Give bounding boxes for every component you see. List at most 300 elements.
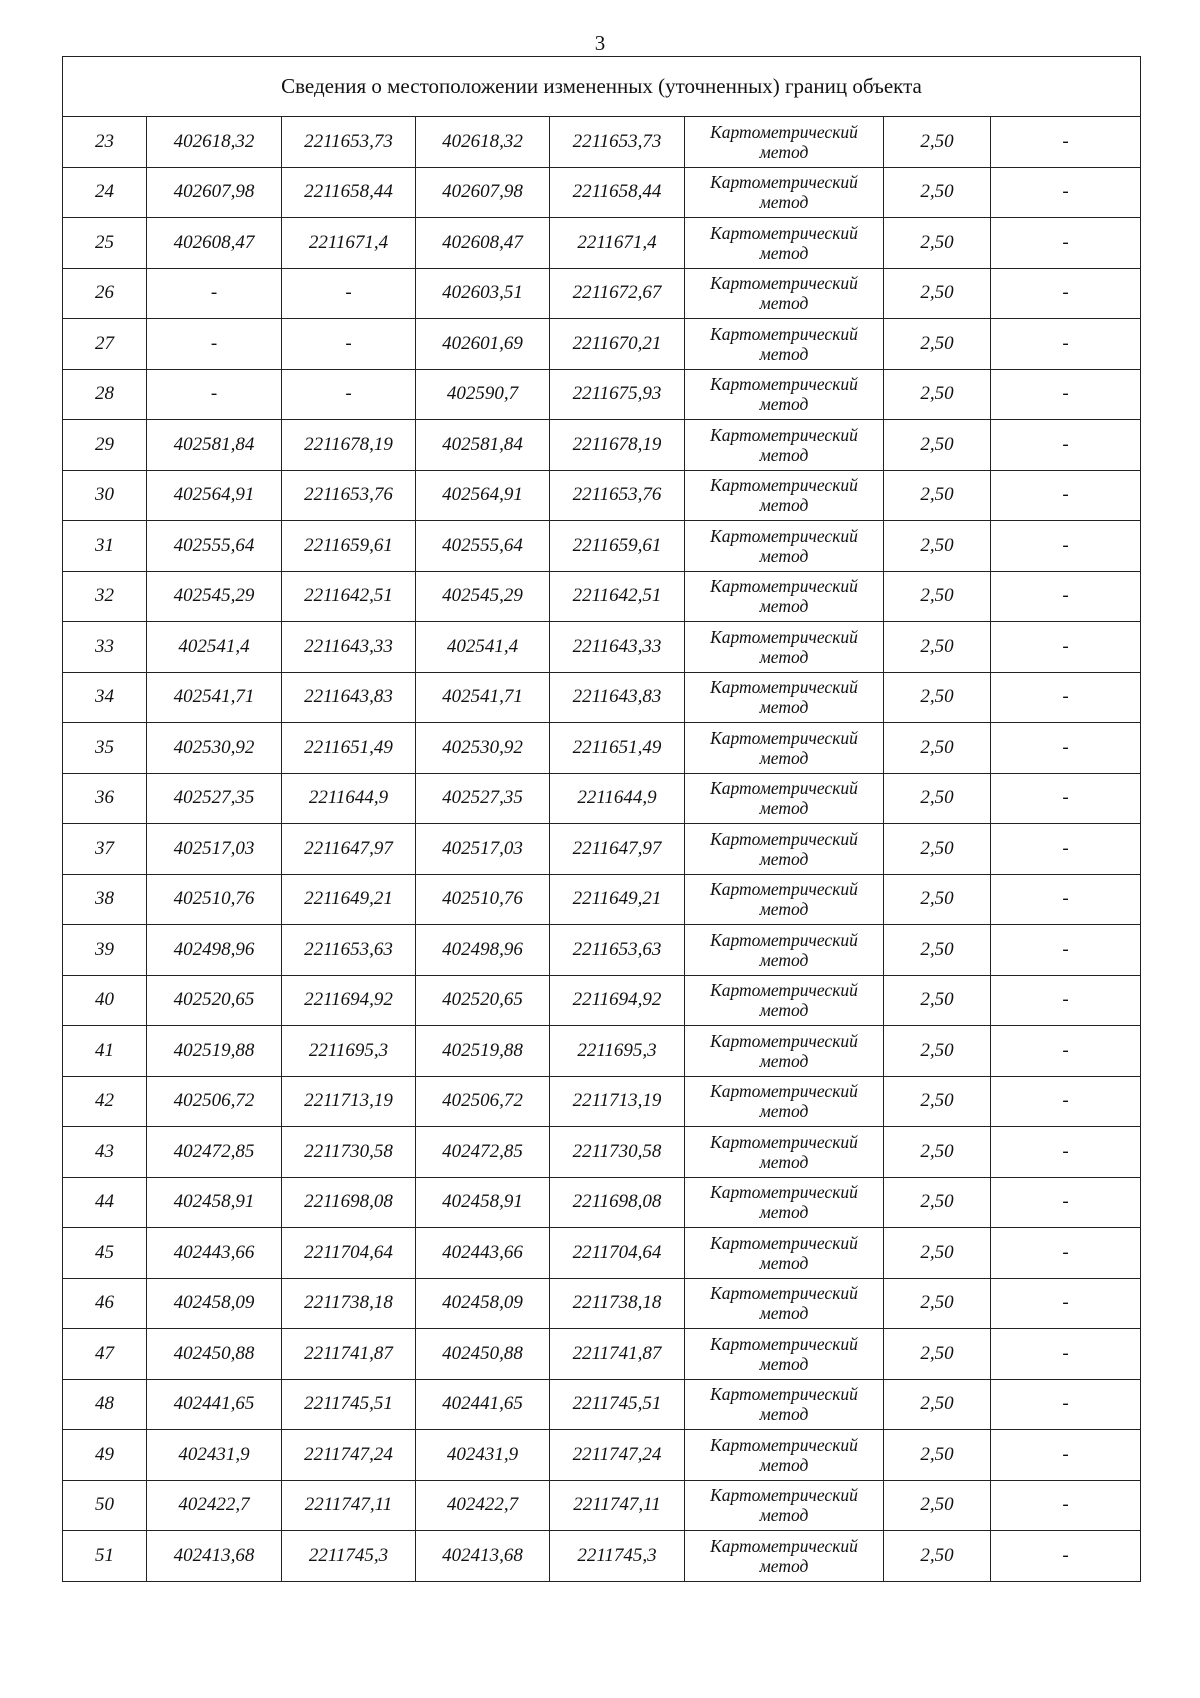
accuracy-cell: 2,50 xyxy=(884,1379,991,1430)
new-x-cell: 402618,32 xyxy=(416,117,550,168)
point-number-cell: 45 xyxy=(63,1228,147,1279)
point-number-cell: 31 xyxy=(63,521,147,572)
note-cell: - xyxy=(991,925,1141,976)
point-number-cell: 25 xyxy=(63,218,147,269)
new-y-cell: 2211738,18 xyxy=(550,1278,685,1329)
table-row xyxy=(63,1329,1141,1380)
method-cell xyxy=(685,167,884,218)
accuracy-cell: 2,50 xyxy=(884,622,991,673)
new-y-cell: 2211651,49 xyxy=(550,723,685,774)
existing-x-cell: 402498,96 xyxy=(147,925,282,976)
table-row xyxy=(63,167,1141,218)
existing-y-cell: 2211678,19 xyxy=(282,420,416,471)
existing-y-cell: 2211671,4 xyxy=(282,218,416,269)
accuracy-cell: 2,50 xyxy=(884,319,991,370)
note-cell: - xyxy=(991,218,1141,269)
table-row xyxy=(63,218,1141,269)
method-line-1: Картометрический xyxy=(710,576,858,597)
existing-x-cell: 402413,68 xyxy=(147,1531,282,1582)
accuracy-cell: 2,50 xyxy=(884,1480,991,1531)
note-cell: - xyxy=(991,319,1141,370)
method-line-2: метод xyxy=(759,1303,809,1324)
existing-x-cell: - xyxy=(147,319,282,370)
new-y-cell: 2211653,76 xyxy=(550,470,685,521)
point-number-cell: 26 xyxy=(63,268,147,319)
point-number-cell: 41 xyxy=(63,1026,147,1077)
note-cell: - xyxy=(991,167,1141,218)
point-number-cell: 35 xyxy=(63,723,147,774)
new-x-cell: 402530,92 xyxy=(416,723,550,774)
note-cell: - xyxy=(991,1531,1141,1582)
existing-y-cell: 2211713,19 xyxy=(282,1076,416,1127)
method-cell xyxy=(685,925,884,976)
existing-x-cell: 402441,65 xyxy=(147,1379,282,1430)
new-y-cell: 2211741,87 xyxy=(550,1329,685,1380)
new-x-cell: 402472,85 xyxy=(416,1127,550,1178)
point-number-cell: 24 xyxy=(63,167,147,218)
method-cell xyxy=(685,773,884,824)
method-cell xyxy=(685,1329,884,1380)
note-cell: - xyxy=(991,1177,1141,1228)
table-row xyxy=(63,1480,1141,1531)
method-line-2: метод xyxy=(759,848,809,869)
table-row xyxy=(63,1531,1141,1582)
table-row xyxy=(63,1278,1141,1329)
method-line-2: метод xyxy=(759,495,809,516)
method-line-1: Картометрический xyxy=(710,778,858,799)
accuracy-cell: 2,50 xyxy=(884,1026,991,1077)
note-cell: - xyxy=(991,1278,1141,1329)
new-y-cell: 2211644,9 xyxy=(550,773,685,824)
note-cell: - xyxy=(991,824,1141,875)
new-y-cell: 2211670,21 xyxy=(550,319,685,370)
existing-y-cell: 2211698,08 xyxy=(282,1177,416,1228)
method-line-2: метод xyxy=(759,1151,809,1172)
method-line-2: метод xyxy=(759,293,809,314)
accuracy-cell: 2,50 xyxy=(884,167,991,218)
accuracy-cell: 2,50 xyxy=(884,824,991,875)
method-cell xyxy=(685,1480,884,1531)
method-line-1: Картометрический xyxy=(710,677,858,698)
existing-y-cell: 2211659,61 xyxy=(282,521,416,572)
table-row xyxy=(63,622,1141,673)
method-line-1: Картометрический xyxy=(710,1081,858,1102)
table-row xyxy=(63,470,1141,521)
point-number-cell: 38 xyxy=(63,874,147,925)
method-line-2: метод xyxy=(759,394,809,415)
existing-x-cell: 402431,9 xyxy=(147,1430,282,1481)
point-number-cell: 28 xyxy=(63,369,147,420)
table-row xyxy=(63,1228,1141,1279)
table-row xyxy=(63,369,1141,420)
table-row xyxy=(63,268,1141,319)
accuracy-cell: 2,50 xyxy=(884,117,991,168)
method-line-1: Картометрический xyxy=(710,172,858,193)
method-cell xyxy=(685,521,884,572)
accuracy-cell: 2,50 xyxy=(884,874,991,925)
existing-x-cell: 402555,64 xyxy=(147,521,282,572)
method-line-1: Картометрический xyxy=(710,1333,858,1354)
existing-x-cell: 402458,09 xyxy=(147,1278,282,1329)
method-cell xyxy=(685,1076,884,1127)
method-line-2: метод xyxy=(759,1454,809,1475)
accuracy-cell: 2,50 xyxy=(884,975,991,1026)
new-x-cell: 402541,4 xyxy=(416,622,550,673)
existing-y-cell: 2211695,3 xyxy=(282,1026,416,1077)
new-y-cell: 2211713,19 xyxy=(550,1076,685,1127)
existing-y-cell: - xyxy=(282,319,416,370)
method-line-1: Картометрический xyxy=(710,626,858,647)
new-y-cell: 2211672,67 xyxy=(550,268,685,319)
point-number-cell: 30 xyxy=(63,470,147,521)
new-x-cell: 402520,65 xyxy=(416,975,550,1026)
new-y-cell: 2211653,63 xyxy=(550,925,685,976)
note-cell: - xyxy=(991,369,1141,420)
method-cell xyxy=(685,369,884,420)
existing-y-cell: 2211649,21 xyxy=(282,874,416,925)
existing-x-cell: - xyxy=(147,268,282,319)
table-row xyxy=(63,1430,1141,1481)
accuracy-cell: 2,50 xyxy=(884,1430,991,1481)
accuracy-cell: 2,50 xyxy=(884,369,991,420)
method-line-2: метод xyxy=(759,949,809,970)
method-line-1: Картометрический xyxy=(710,1232,858,1253)
point-number-cell: 37 xyxy=(63,824,147,875)
existing-y-cell: 2211745,3 xyxy=(282,1531,416,1582)
existing-y-cell: 2211643,83 xyxy=(282,672,416,723)
method-line-1: Картометрический xyxy=(710,1182,858,1203)
table-row xyxy=(63,925,1141,976)
method-cell xyxy=(685,1379,884,1430)
new-y-cell: 2211659,61 xyxy=(550,521,685,572)
accuracy-cell: 2,50 xyxy=(884,1278,991,1329)
table-row xyxy=(63,723,1141,774)
new-y-cell: 2211678,19 xyxy=(550,420,685,471)
new-y-cell: 2211658,44 xyxy=(550,167,685,218)
table-row xyxy=(63,1127,1141,1178)
method-cell xyxy=(685,1531,884,1582)
method-line-1: Картометрический xyxy=(710,273,858,294)
method-line-2: метод xyxy=(759,1505,809,1526)
method-line-2: метод xyxy=(759,192,809,213)
existing-x-cell: 402519,88 xyxy=(147,1026,282,1077)
method-cell xyxy=(685,1228,884,1279)
accuracy-cell: 2,50 xyxy=(884,1228,991,1279)
existing-y-cell: 2211653,73 xyxy=(282,117,416,168)
method-line-1: Картометрический xyxy=(710,1030,858,1051)
table-row xyxy=(63,975,1141,1026)
new-x-cell: 402545,29 xyxy=(416,571,550,622)
new-x-cell: 402422,7 xyxy=(416,1480,550,1531)
table-row xyxy=(63,319,1141,370)
note-cell: - xyxy=(991,117,1141,168)
method-line-1: Картометрический xyxy=(710,525,858,546)
note-cell: - xyxy=(991,470,1141,521)
note-cell: - xyxy=(991,521,1141,572)
table-row xyxy=(63,672,1141,723)
existing-x-cell: 402618,32 xyxy=(147,117,282,168)
existing-y-cell: 2211745,51 xyxy=(282,1379,416,1430)
note-cell: - xyxy=(991,571,1141,622)
method-line-2: метод xyxy=(759,1404,809,1425)
existing-y-cell: 2211658,44 xyxy=(282,167,416,218)
existing-x-cell: 402527,35 xyxy=(147,773,282,824)
method-cell xyxy=(685,1430,884,1481)
method-cell xyxy=(685,672,884,723)
existing-x-cell: 402450,88 xyxy=(147,1329,282,1380)
method-line-2: метод xyxy=(759,1202,809,1223)
method-line-1: Картометрический xyxy=(710,1434,858,1455)
existing-x-cell: 402458,91 xyxy=(147,1177,282,1228)
point-number-cell: 36 xyxy=(63,773,147,824)
table-title: Сведения о местоположении измененных (уточненных) границ объекта xyxy=(63,57,1141,117)
accuracy-cell: 2,50 xyxy=(884,723,991,774)
new-x-cell: 402555,64 xyxy=(416,521,550,572)
method-cell xyxy=(685,723,884,774)
new-x-cell: 402510,76 xyxy=(416,874,550,925)
table-row xyxy=(63,1379,1141,1430)
table-row xyxy=(63,773,1141,824)
point-number-cell: 40 xyxy=(63,975,147,1026)
new-y-cell: 2211649,21 xyxy=(550,874,685,925)
point-number-cell: 48 xyxy=(63,1379,147,1430)
note-cell: - xyxy=(991,1379,1141,1430)
point-number-cell: 49 xyxy=(63,1430,147,1481)
method-line-1: Картометрический xyxy=(710,374,858,395)
method-cell xyxy=(685,571,884,622)
method-line-2: метод xyxy=(759,697,809,718)
existing-x-cell: 402510,76 xyxy=(147,874,282,925)
accuracy-cell: 2,50 xyxy=(884,1177,991,1228)
point-number-cell: 47 xyxy=(63,1329,147,1380)
method-cell xyxy=(685,874,884,925)
method-cell xyxy=(685,622,884,673)
method-cell xyxy=(685,117,884,168)
existing-y-cell: 2211694,92 xyxy=(282,975,416,1026)
existing-y-cell: 2211730,58 xyxy=(282,1127,416,1178)
note-cell: - xyxy=(991,773,1141,824)
existing-y-cell: - xyxy=(282,268,416,319)
point-number-cell: 46 xyxy=(63,1278,147,1329)
method-cell xyxy=(685,319,884,370)
new-x-cell: 402564,91 xyxy=(416,470,550,521)
new-y-cell: 2211704,64 xyxy=(550,1228,685,1279)
method-line-1: Картометрический xyxy=(710,879,858,900)
new-x-cell: 402458,91 xyxy=(416,1177,550,1228)
method-line-1: Картометрический xyxy=(710,1535,858,1556)
accuracy-cell: 2,50 xyxy=(884,268,991,319)
method-line-1: Картометрический xyxy=(710,323,858,344)
existing-y-cell: 2211747,11 xyxy=(282,1480,416,1531)
accuracy-cell: 2,50 xyxy=(884,672,991,723)
existing-x-cell: 402506,72 xyxy=(147,1076,282,1127)
new-x-cell: 402608,47 xyxy=(416,218,550,269)
point-number-cell: 50 xyxy=(63,1480,147,1531)
point-number-cell: 27 xyxy=(63,319,147,370)
method-line-1: Картометрический xyxy=(710,1485,858,1506)
new-x-cell: 402581,84 xyxy=(416,420,550,471)
new-y-cell: 2211647,97 xyxy=(550,824,685,875)
method-line-1: Картометрический xyxy=(710,727,858,748)
existing-y-cell: 2211644,9 xyxy=(282,773,416,824)
note-cell: - xyxy=(991,1076,1141,1127)
point-number-cell: 43 xyxy=(63,1127,147,1178)
method-cell xyxy=(685,268,884,319)
new-x-cell: 402441,65 xyxy=(416,1379,550,1430)
table-row xyxy=(63,1026,1141,1077)
new-x-cell: 402458,09 xyxy=(416,1278,550,1329)
existing-x-cell: 402581,84 xyxy=(147,420,282,471)
existing-x-cell: 402541,71 xyxy=(147,672,282,723)
existing-y-cell: 2211642,51 xyxy=(282,571,416,622)
method-cell xyxy=(685,824,884,875)
new-x-cell: 402443,66 xyxy=(416,1228,550,1279)
method-line-2: метод xyxy=(759,747,809,768)
table-row xyxy=(63,1177,1141,1228)
new-x-cell: 402541,71 xyxy=(416,672,550,723)
new-x-cell: 402506,72 xyxy=(416,1076,550,1127)
method-cell xyxy=(685,420,884,471)
existing-y-cell: - xyxy=(282,369,416,420)
point-number-cell: 39 xyxy=(63,925,147,976)
accuracy-cell: 2,50 xyxy=(884,1531,991,1582)
note-cell: - xyxy=(991,1480,1141,1531)
method-cell xyxy=(685,975,884,1026)
note-cell: - xyxy=(991,975,1141,1026)
new-x-cell: 402527,35 xyxy=(416,773,550,824)
method-line-1: Картометрический xyxy=(710,475,858,496)
existing-y-cell: 2211643,33 xyxy=(282,622,416,673)
method-line-2: метод xyxy=(759,343,809,364)
existing-y-cell: 2211653,76 xyxy=(282,470,416,521)
method-cell xyxy=(685,1278,884,1329)
method-cell xyxy=(685,218,884,269)
table-row xyxy=(63,521,1141,572)
table-row xyxy=(63,571,1141,622)
point-number-cell: 32 xyxy=(63,571,147,622)
existing-x-cell: 402472,85 xyxy=(147,1127,282,1178)
note-cell: - xyxy=(991,1329,1141,1380)
method-cell xyxy=(685,1177,884,1228)
method-line-2: метод xyxy=(759,141,809,162)
new-x-cell: 402603,51 xyxy=(416,268,550,319)
method-cell xyxy=(685,1026,884,1077)
existing-x-cell: 402520,65 xyxy=(147,975,282,1026)
method-line-2: метод xyxy=(759,798,809,819)
method-line-1: Картометрический xyxy=(710,828,858,849)
existing-x-cell: 402530,92 xyxy=(147,723,282,774)
existing-x-cell: 402607,98 xyxy=(147,167,282,218)
existing-x-cell: 402564,91 xyxy=(147,470,282,521)
accuracy-cell: 2,50 xyxy=(884,420,991,471)
new-y-cell: 2211643,83 xyxy=(550,672,685,723)
new-y-cell: 2211642,51 xyxy=(550,571,685,622)
table-row xyxy=(63,1076,1141,1127)
existing-x-cell: 402545,29 xyxy=(147,571,282,622)
method-line-2: метод xyxy=(759,646,809,667)
existing-y-cell: 2211704,64 xyxy=(282,1228,416,1279)
new-y-cell: 2211747,24 xyxy=(550,1430,685,1481)
new-y-cell: 2211747,11 xyxy=(550,1480,685,1531)
note-cell: - xyxy=(991,420,1141,471)
method-line-2: метод xyxy=(759,596,809,617)
existing-y-cell: 2211651,49 xyxy=(282,723,416,774)
page-number: 3 xyxy=(594,31,606,55)
accuracy-cell: 2,50 xyxy=(884,571,991,622)
existing-y-cell: 2211653,63 xyxy=(282,925,416,976)
existing-x-cell: - xyxy=(147,369,282,420)
method-line-2: метод xyxy=(759,1000,809,1021)
method-cell xyxy=(685,1127,884,1178)
new-x-cell: 402431,9 xyxy=(416,1430,550,1481)
existing-y-cell: 2211741,87 xyxy=(282,1329,416,1380)
note-cell: - xyxy=(991,874,1141,925)
new-y-cell: 2211698,08 xyxy=(550,1177,685,1228)
accuracy-cell: 2,50 xyxy=(884,1127,991,1178)
new-x-cell: 402450,88 xyxy=(416,1329,550,1380)
method-line-1: Картометрический xyxy=(710,424,858,445)
accuracy-cell: 2,50 xyxy=(884,1076,991,1127)
method-line-1: Картометрический xyxy=(710,929,858,950)
method-line-1: Картометрический xyxy=(710,1384,858,1405)
accuracy-cell: 2,50 xyxy=(884,470,991,521)
method-line-1: Картометрический xyxy=(710,980,858,1001)
existing-x-cell: 402443,66 xyxy=(147,1228,282,1279)
new-y-cell: 2211695,3 xyxy=(550,1026,685,1077)
new-x-cell: 402498,96 xyxy=(416,925,550,976)
new-x-cell: 402601,69 xyxy=(416,319,550,370)
table-row xyxy=(63,824,1141,875)
note-cell: - xyxy=(991,1127,1141,1178)
method-line-2: метод xyxy=(759,1353,809,1374)
accuracy-cell: 2,50 xyxy=(884,925,991,976)
new-y-cell: 2211643,33 xyxy=(550,622,685,673)
table-row xyxy=(63,420,1141,471)
table-title-row xyxy=(63,57,1141,117)
new-x-cell: 402413,68 xyxy=(416,1531,550,1582)
new-y-cell: 2211745,3 xyxy=(550,1531,685,1582)
method-line-2: метод xyxy=(759,1252,809,1273)
method-line-1: Картометрический xyxy=(710,1283,858,1304)
accuracy-cell: 2,50 xyxy=(884,218,991,269)
new-y-cell: 2211694,92 xyxy=(550,975,685,1026)
table-row xyxy=(63,874,1141,925)
note-cell: - xyxy=(991,672,1141,723)
method-line-2: метод xyxy=(759,899,809,920)
existing-y-cell: 2211738,18 xyxy=(282,1278,416,1329)
new-y-cell: 2211745,51 xyxy=(550,1379,685,1430)
table-row xyxy=(63,117,1141,168)
new-y-cell: 2211671,4 xyxy=(550,218,685,269)
method-line-2: метод xyxy=(759,242,809,263)
point-number-cell: 51 xyxy=(63,1531,147,1582)
note-cell: - xyxy=(991,723,1141,774)
note-cell: - xyxy=(991,1026,1141,1077)
point-number-cell: 44 xyxy=(63,1177,147,1228)
new-x-cell: 402607,98 xyxy=(416,167,550,218)
accuracy-cell: 2,50 xyxy=(884,773,991,824)
point-number-cell: 29 xyxy=(63,420,147,471)
method-line-1: Картометрический xyxy=(710,1131,858,1152)
existing-y-cell: 2211747,24 xyxy=(282,1430,416,1481)
new-y-cell: 2211653,73 xyxy=(550,117,685,168)
note-cell: - xyxy=(991,1430,1141,1481)
method-line-1: Картометрический xyxy=(710,121,858,142)
point-number-cell: 23 xyxy=(63,117,147,168)
method-line-2: метод xyxy=(759,545,809,566)
boundary-coordinates-table xyxy=(62,56,1141,1582)
method-line-2: метод xyxy=(759,1555,809,1576)
